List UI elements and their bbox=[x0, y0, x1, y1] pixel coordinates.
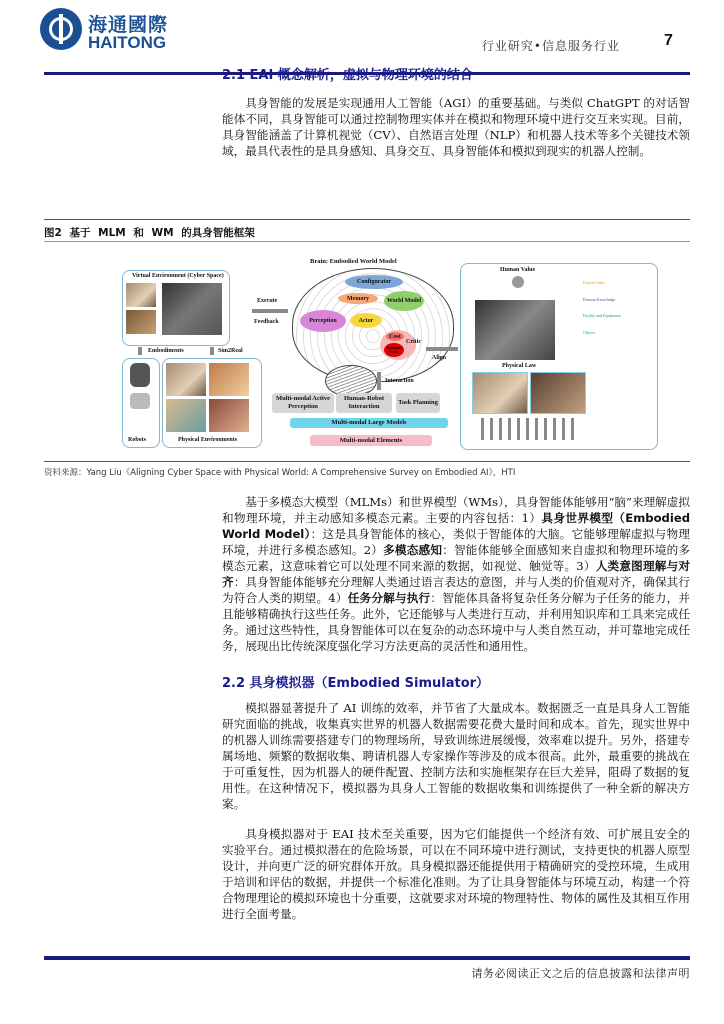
physical-env-image bbox=[166, 363, 206, 396]
interaction-arrow bbox=[377, 372, 381, 390]
section-2-2-paragraph-1: 模拟器显著提升了 AI 训练的效率，并节省了大量成本。数据匮乏一直是具身人工智能研究面临的挑战，收集真实世界的机器人数据需要花费大量时间和成本。首先，现实世界中的机器人训练需要搭建专门的物理场所，导致训练进展缓慢，效率难以提升。另外，搭建专属场地、频繁的数据收集、聘请机器人专家操作等涉及的成本很高。此外，最重要的挑战在于可重复性，因为机器人的硬件配置、控制方法和实施框架存在巨大差异，阻碍了数据的复用性。在这种情况下，模拟器为具身人工智能的数据收集和训练提供了一种全新的解决方案。 bbox=[222, 701, 690, 811]
figure-top-rule bbox=[44, 219, 690, 220]
logo-cn: 海通國際 bbox=[88, 14, 169, 36]
figure-bottom-rule bbox=[44, 461, 690, 462]
execute-label: Execute bbox=[257, 298, 278, 304]
section-2-2-title: 2.2 具身模拟器（Embodied Simulator） bbox=[222, 676, 490, 691]
sim2real-arrow bbox=[210, 347, 214, 355]
physical-env-image bbox=[209, 399, 249, 432]
legend-facility: Facility and Equipment bbox=[583, 313, 621, 318]
task-planning-box: Task Planning bbox=[396, 393, 440, 413]
brain-title: Brain: Embodied World Model bbox=[310, 258, 397, 265]
actor-node: Actor bbox=[350, 313, 382, 328]
robots-label: Robots bbox=[128, 437, 147, 443]
legend-human-value: Human Value bbox=[583, 280, 605, 285]
world-model-node: World Model bbox=[384, 291, 424, 311]
human-robot-interaction-box: Human-Robot Interaction bbox=[336, 393, 392, 413]
align-arrow bbox=[426, 347, 458, 351]
3d-house-image bbox=[162, 283, 222, 335]
sim2real-label: Sim2Real bbox=[218, 348, 243, 354]
section-2-1-title: 2.1 EAI 概念解析，虚拟与物理环境的结合 bbox=[222, 68, 473, 83]
interaction-label: Interaction bbox=[385, 378, 414, 384]
mlm-paragraph bbox=[222, 494, 690, 654]
memory-node: Memory bbox=[338, 293, 378, 304]
text: 基于多模态大模型（MLMs）和世界模型（WMs），具身智能体能够用“脑”来理解虚拟和物理环境，并主动感知多模态元素。主要的内容包括：1） bbox=[222, 495, 690, 525]
physical-env-image bbox=[209, 363, 249, 396]
physical-law-image bbox=[530, 372, 586, 414]
humanoid-robot-image bbox=[130, 363, 150, 387]
quadruped-robot-image bbox=[130, 393, 150, 409]
section-2-1-paragraph: 具身智能的发展是实现通用人工智能（AGI）的重要基础。与类似 ChatGPT 的对话智能体不同，具身智能可以通过控制物理实体并在模拟和物理环境中进行交互来实现。目前，具身智能涵盖了计算机视觉（CV）、自然语言处理（NLP）和机器人技术等多个关键技术领域，最具代表性的是具身感知、具身交互、具身智能体和模拟到现实的机器人控制。 bbox=[222, 96, 690, 158]
physical-envs-label: Physical Environments bbox=[178, 437, 238, 443]
legend-objects: Objects bbox=[583, 330, 596, 335]
bold-term: 人类意图理解与对齐 bbox=[222, 559, 690, 589]
virtual-scene-image bbox=[126, 310, 156, 334]
execute-feedback-arrow bbox=[252, 309, 288, 313]
multimodal-elements-bar: Multi-modal Elements bbox=[310, 435, 432, 446]
physical-law-image bbox=[472, 372, 528, 414]
critic-label: Critic bbox=[406, 339, 421, 345]
footer-disclaimer: 请务必阅读正文之后的信息披露和法律声明 bbox=[471, 967, 690, 980]
page-number: 7 bbox=[664, 32, 673, 49]
header-section-label: 行业研究•信息服务行业 bbox=[481, 39, 620, 53]
bold-term: 多模态感知 bbox=[383, 543, 443, 557]
section-2-2-paragraph-2: 具身模拟器对于 EAI 技术至关重要，因为它们能提供一个经济有效、可扩展且安全的实验平台。通过模拟潜在的危险场景，可以在不同环境中进行测试，支持更快的机器人原型设计，并向更广泛的研究群体开放。具身模拟器还能提供用于精确研究的受控环境，生成用于培训和评估的数据，并提供一个标准化准则。为了让具身智能体与环境互动，构建一个符合物理理论的模拟环境也十分重要，这就要求对环境的物理特性、物体的属性及其相互作用进行全面考量。 bbox=[222, 827, 690, 921]
intrinsic-cost-node: Intrinsic Cost bbox=[384, 343, 404, 357]
text: ：智能体具备将复杂任务分解为子任务的能力，并且能够精确执行这些任务。此外，它还能够与人类进行互动，并利用知识库和工具来完成任务。通过这些特性，具身智能体可以在复杂的动态环境中与人类自然互动，并可靠地完成任务，展现出比传统深度强化学习方法更高的灵活性和通用性。 bbox=[222, 591, 690, 653]
logo-en: HAITONG bbox=[88, 33, 167, 52]
bold-term: 任务分解与执行 bbox=[347, 591, 431, 605]
text: ：这是具身智能体的核心，类似于智能体的大脑。它能够理解虚拟与物理环境，并进行多模态感知。2） bbox=[222, 527, 690, 557]
embodiments-arrow bbox=[138, 347, 142, 355]
align-label: Align bbox=[432, 355, 447, 361]
objects-row-icons bbox=[475, 418, 575, 440]
figure-source: 资料来源：Yang Liu《Aligning Cyber Space with Physical World: A Comprehensive Survey on Embodied AI》，HTI bbox=[44, 468, 516, 478]
perception-node: Perception bbox=[300, 310, 346, 332]
footer-rule bbox=[44, 956, 690, 960]
human-value-label: Human Value bbox=[500, 267, 536, 273]
bold-term: 具身世界模型（Embodied World Model） bbox=[222, 511, 690, 541]
embodiments-label: Embodiments bbox=[148, 348, 184, 354]
embodied-ai-framework-diagram bbox=[120, 255, 660, 450]
virtual-env-label: Virtual Environment (Cyber Space) bbox=[132, 273, 224, 279]
physical-law-label: Physical Law bbox=[502, 363, 537, 369]
virtual-scene-image bbox=[126, 283, 156, 307]
configurator-node: Configurator bbox=[345, 275, 403, 289]
human-head-icon bbox=[512, 276, 524, 288]
text: ：具身智能体能够充分理解人类通过语言表达的意图，并与人类的价值观对齐，确保其行为符合人类的期望。4） bbox=[222, 575, 690, 605]
text: ：智能体能够全面感知来自虚拟和物理环境的多模态元素，这意味着它可以处理不同来源的数据，如视觉、触觉等。3） bbox=[222, 543, 690, 573]
cost-node: Cost bbox=[386, 332, 404, 341]
figure-caption-rule bbox=[44, 241, 690, 242]
haitong-logo bbox=[40, 8, 180, 54]
legend-domain-knowledge: Domain Knowledge bbox=[583, 297, 616, 302]
logo-emblem-icon bbox=[40, 8, 82, 50]
feedback-label: Feedback bbox=[254, 319, 279, 325]
active-perception-box: Multi-modal Active Perception bbox=[272, 393, 334, 413]
3d-scene-image bbox=[475, 300, 555, 360]
figure-caption: 图2 基于 MLM 和 WM 的具身智能框架 bbox=[44, 227, 255, 239]
physical-env-image bbox=[166, 399, 206, 432]
large-models-bar: Multi-modal Large Models bbox=[290, 418, 448, 428]
